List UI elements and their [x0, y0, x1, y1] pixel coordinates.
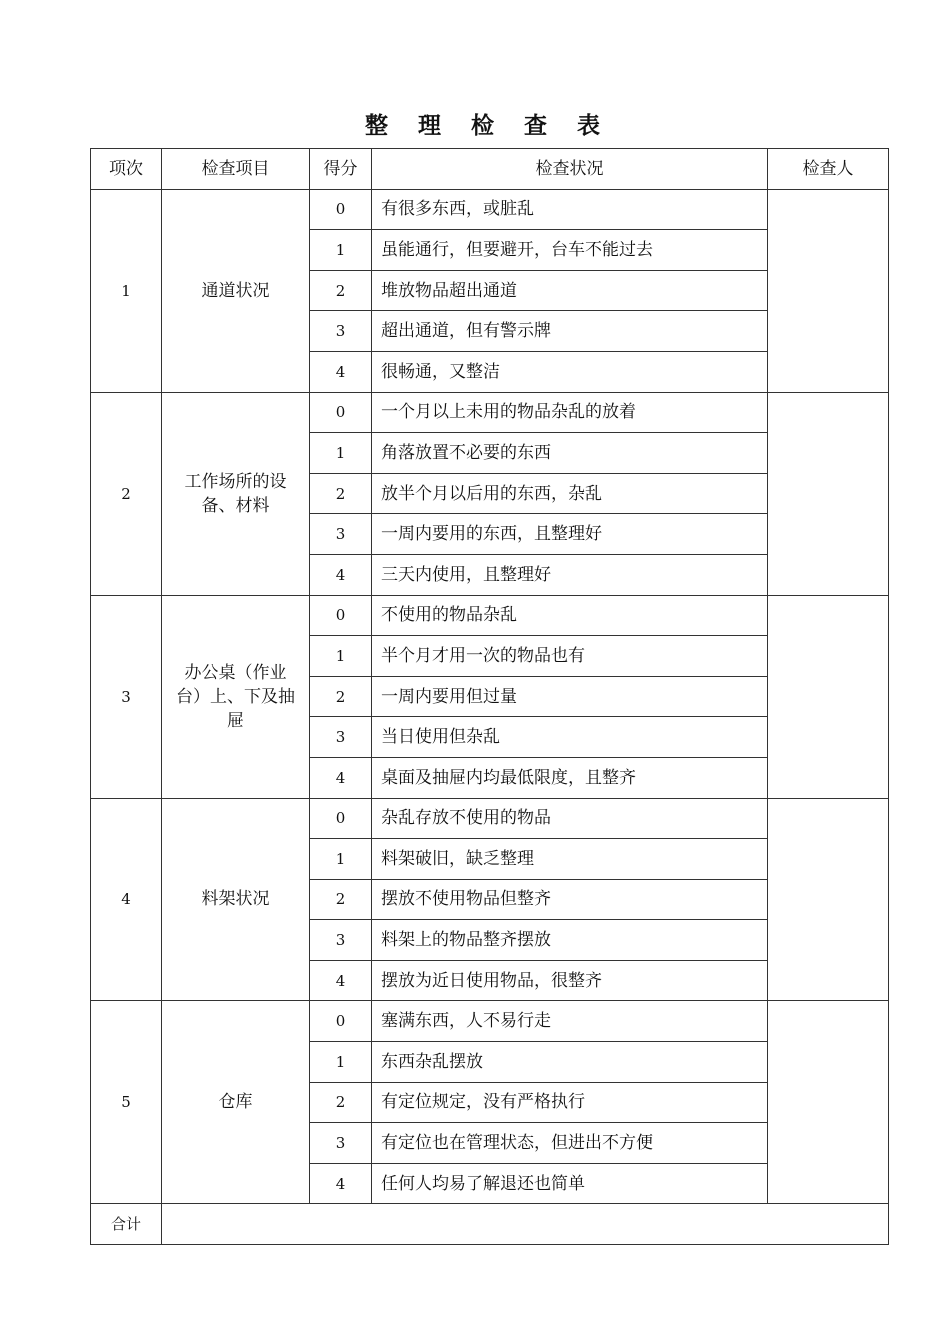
- score-cell: 3: [310, 920, 372, 961]
- inspector-cell[interactable]: [768, 1001, 889, 1204]
- total-label: 合计: [91, 1204, 162, 1245]
- section-index: 1: [91, 189, 162, 392]
- table-row: [91, 1001, 889, 1042]
- status-cell: 杂乱存放不使用的物品: [372, 798, 768, 839]
- status-cell: 当日使用但杂乱: [372, 717, 768, 758]
- status-cell: 三天内使用，且整理好: [372, 554, 768, 595]
- section-item: 料架状况: [162, 798, 310, 1001]
- score-cell: 0: [310, 392, 372, 433]
- inspector-cell[interactable]: [768, 392, 889, 595]
- score-cell: 2: [310, 270, 372, 311]
- inspector-cell[interactable]: [768, 798, 889, 1001]
- table-row: [91, 189, 889, 230]
- table-row: [91, 798, 889, 839]
- header-index: 项次: [91, 149, 162, 190]
- score-cell: 2: [310, 676, 372, 717]
- page-title: 整 理 检 查 表: [364, 112, 612, 139]
- status-cell: 摆放不使用物品但整齐: [372, 879, 768, 920]
- status-cell: 一周内要用的东西，且整理好: [372, 514, 768, 555]
- status-cell: 不使用的物品杂乱: [372, 595, 768, 636]
- score-cell: 4: [310, 960, 372, 1001]
- status-cell: 有定位规定，没有严格执行: [372, 1082, 768, 1123]
- score-cell: 3: [310, 717, 372, 758]
- score-cell: 1: [310, 839, 372, 880]
- score-cell: 1: [310, 230, 372, 271]
- status-cell: 桌面及抽屉内均最低限度，且整齐: [372, 757, 768, 798]
- inspection-table: [90, 148, 889, 1245]
- header-inspector: 检查人: [768, 149, 889, 190]
- section-item: 办公桌（作业台）上、下及抽屉: [162, 595, 310, 798]
- score-cell: 4: [310, 757, 372, 798]
- score-cell: 3: [310, 514, 372, 555]
- status-cell: 一个月以上未用的物品杂乱的放着: [372, 392, 768, 433]
- status-cell: 料架上的物品整齐摆放: [372, 920, 768, 961]
- section-item: 工作场所的设备、材料: [162, 392, 310, 595]
- total-row: [91, 1204, 889, 1245]
- status-cell: 任何人均易了解退还也简单: [372, 1163, 768, 1204]
- header-score: 得分: [310, 149, 372, 190]
- score-cell: 1: [310, 1042, 372, 1083]
- table-row: [91, 595, 889, 636]
- score-cell: 0: [310, 189, 372, 230]
- status-cell: 塞满东西，人不易行走: [372, 1001, 768, 1042]
- status-cell: 有很多东西，或脏乱: [372, 189, 768, 230]
- score-cell: 4: [310, 554, 372, 595]
- status-cell: 有定位也在管理状态，但进出不方便: [372, 1123, 768, 1164]
- status-cell: 摆放为近日使用物品，很整齐: [372, 960, 768, 1001]
- score-cell: 2: [310, 1082, 372, 1123]
- status-cell: 超出通道，但有警示牌: [372, 311, 768, 352]
- section-item: 仓库: [162, 1001, 310, 1204]
- score-cell: 4: [310, 351, 372, 392]
- score-cell: 1: [310, 636, 372, 677]
- inspector-cell[interactable]: [768, 595, 889, 798]
- section-index: 2: [91, 392, 162, 595]
- score-cell: 2: [310, 879, 372, 920]
- score-cell: 0: [310, 1001, 372, 1042]
- header-status: 检查状况: [372, 149, 768, 190]
- status-cell: 虽能通行，但要避开，台车不能过去: [372, 230, 768, 271]
- score-cell: 0: [310, 798, 372, 839]
- status-cell: 放半个月以后用的东西，杂乱: [372, 473, 768, 514]
- table-row: [91, 392, 889, 433]
- status-cell: 很畅通，又整洁: [372, 351, 768, 392]
- status-cell: 料架破旧，缺乏整理: [372, 839, 768, 880]
- score-cell: 3: [310, 1123, 372, 1164]
- inspector-cell[interactable]: [768, 189, 889, 392]
- header-row: [91, 149, 889, 190]
- score-cell: 2: [310, 473, 372, 514]
- status-cell: 角落放置不必要的东西: [372, 433, 768, 474]
- header-item: 检查项目: [162, 149, 310, 190]
- status-cell: 堆放物品超出通道: [372, 270, 768, 311]
- section-item: 通道状况: [162, 189, 310, 392]
- score-cell: 0: [310, 595, 372, 636]
- status-cell: 东西杂乱摆放: [372, 1042, 768, 1083]
- score-cell: 3: [310, 311, 372, 352]
- section-index: 5: [91, 1001, 162, 1204]
- status-cell: 半个月才用一次的物品也有: [372, 636, 768, 677]
- status-cell: 一周内要用但过量: [372, 676, 768, 717]
- score-cell: 1: [310, 433, 372, 474]
- score-cell: 4: [310, 1163, 372, 1204]
- total-value-cell[interactable]: [162, 1204, 889, 1245]
- section-index: 3: [91, 595, 162, 798]
- section-index: 4: [91, 798, 162, 1001]
